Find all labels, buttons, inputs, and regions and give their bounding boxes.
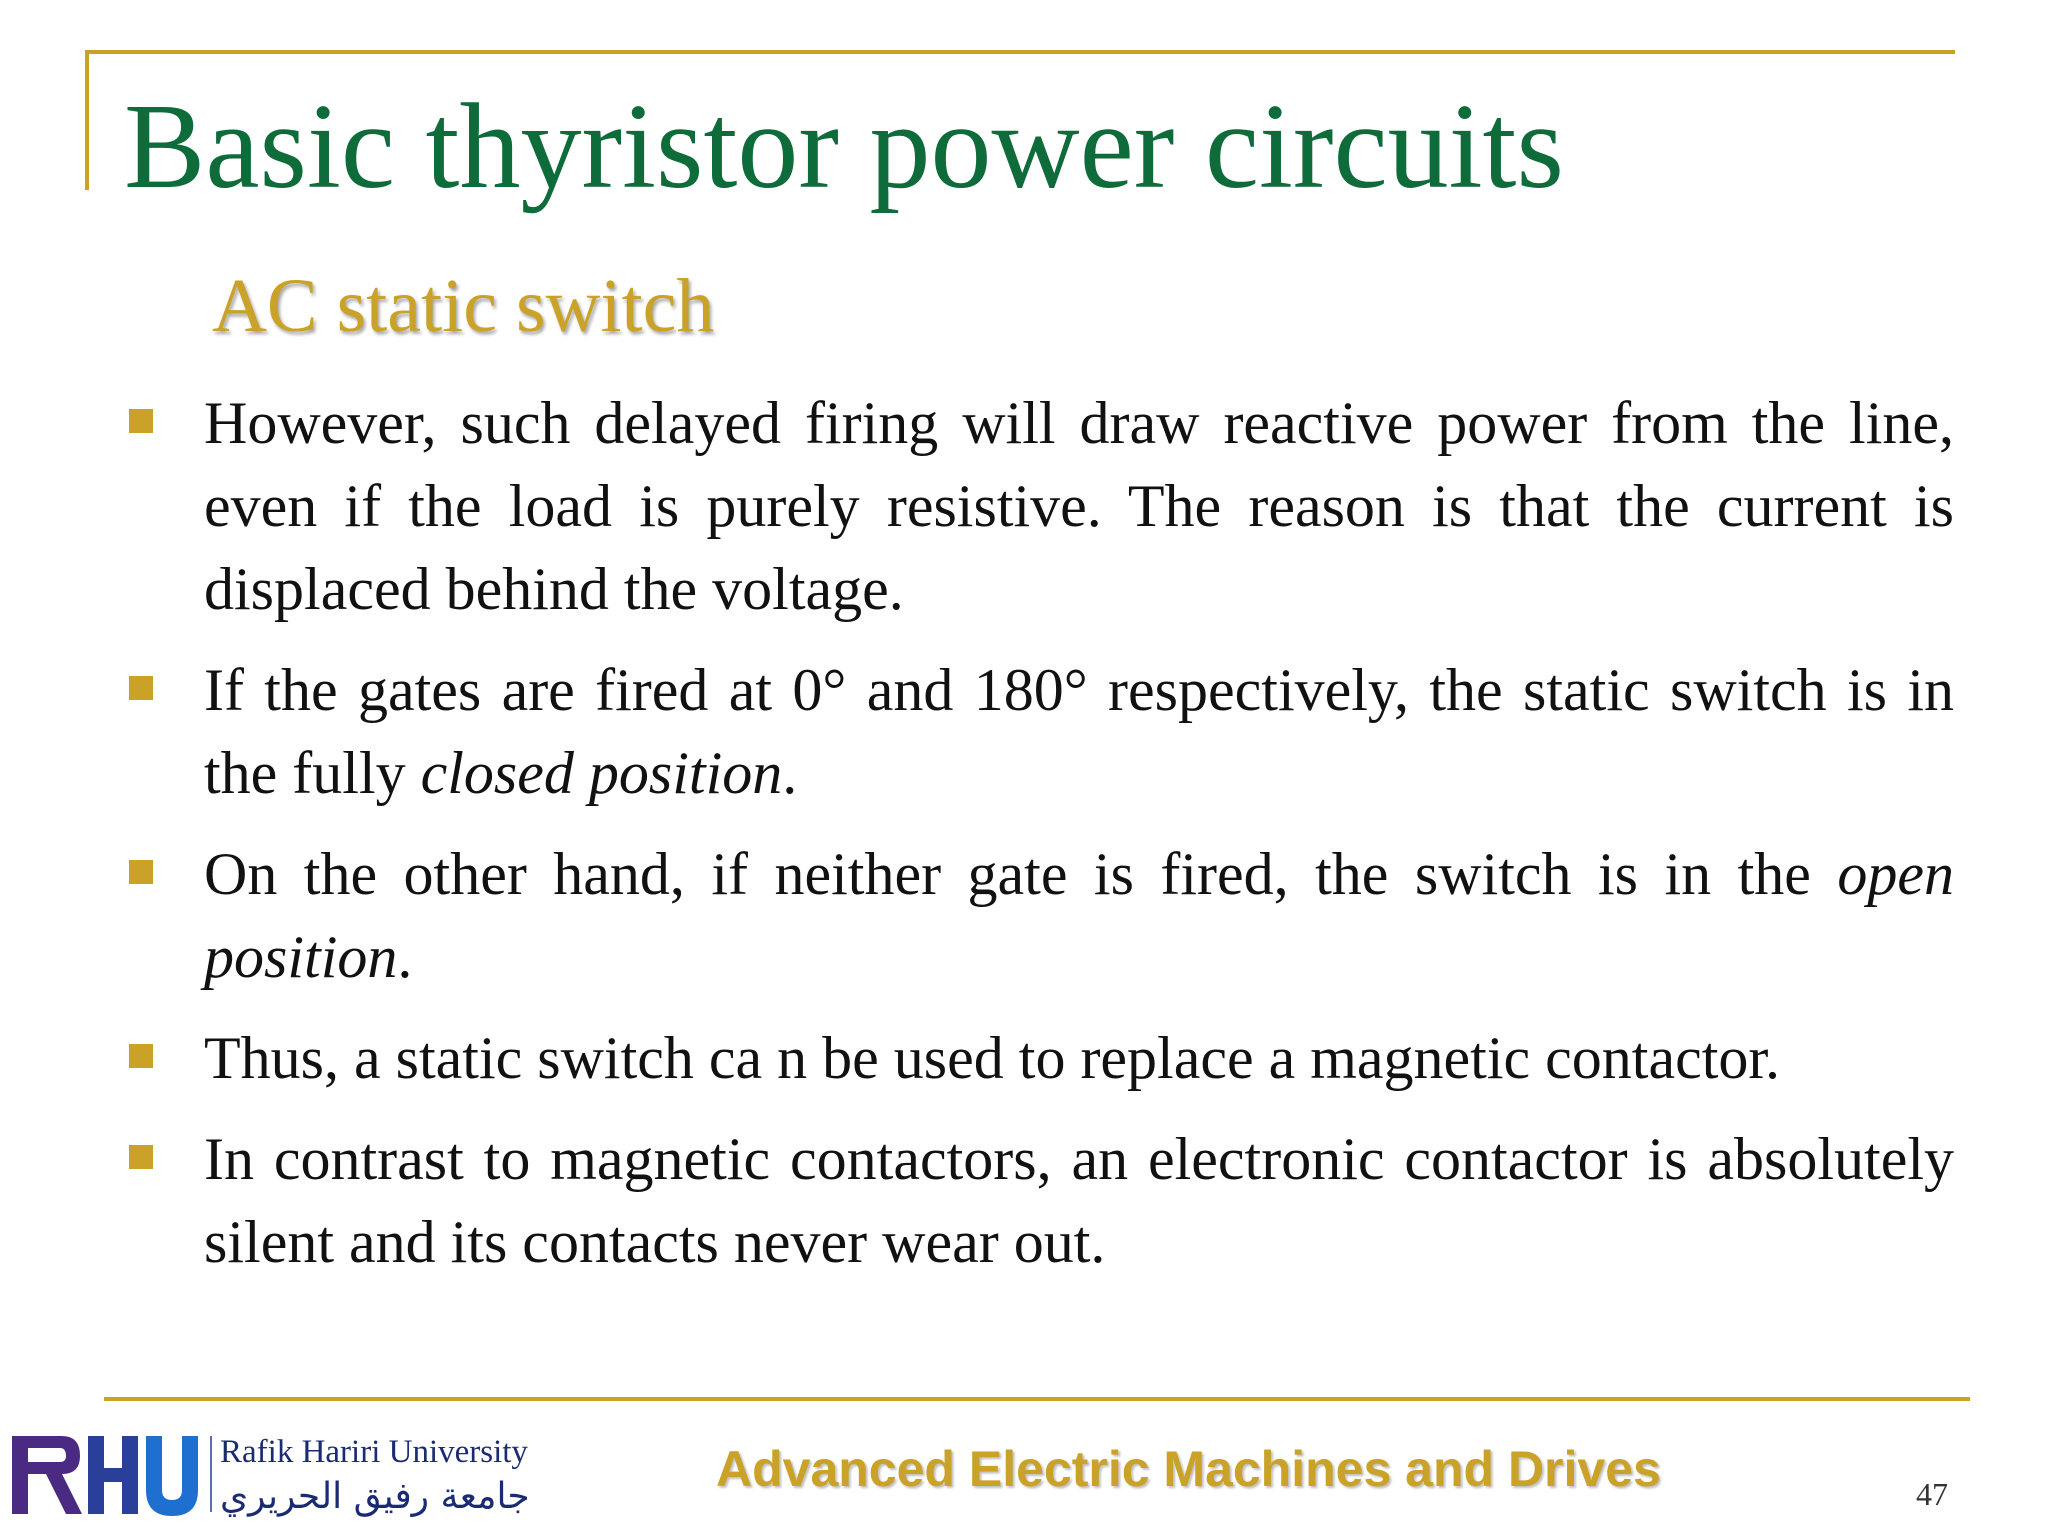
- bullet-text: In contrast to magnetic contactors, an electronic contactor is absolutely silent and its contacts never wear out.: [204, 1126, 1954, 1275]
- bullet-marker-icon: [129, 676, 153, 700]
- university-logo: [10, 1428, 580, 1520]
- bullet-item: [124, 382, 1954, 631]
- course-name: Advanced Electric Machines and Drives: [716, 1441, 1661, 1497]
- bullet-marker-icon: [129, 1044, 153, 1068]
- bullet-text: On the other hand, if neither gate is fired, the switch is in the: [204, 841, 1838, 907]
- bullet-text: .: [397, 924, 413, 990]
- bullet-text: If the gates are fired at 0° and 180° respectively, the static switch is in the fully: [204, 657, 1954, 806]
- bullet-list: [124, 382, 1954, 1302]
- slide-title: Basic thyristor power circuits: [124, 79, 1564, 214]
- bullet-item: [124, 649, 1954, 815]
- top-frame-rule: [85, 50, 1955, 54]
- slide-subtitle: AC static switch: [212, 264, 715, 348]
- bullet-item: [124, 833, 1954, 999]
- logo-divider: [210, 1436, 212, 1512]
- bullet-marker-icon: [129, 409, 153, 433]
- logo-text-english: Rafik Hariri University: [220, 1434, 528, 1470]
- bullet-text: However, such delayed firing will draw reactive power from the line, even if the load is purely resistive. The reason is that the current is displaced behind the voltage.: [204, 390, 1954, 622]
- logo-text-arabic: جامعة رفيق الحريري: [220, 1476, 530, 1517]
- bullet-item: [124, 1017, 1954, 1100]
- bullet-text-italic: closed position: [420, 740, 783, 806]
- footer-rule: [104, 1397, 1970, 1401]
- bullet-text: Thus, a static switch ca n be used to replace a magnetic contactor.: [204, 1025, 1781, 1091]
- bullet-item: [124, 1118, 1954, 1284]
- page-number: 47: [1916, 1476, 1948, 1512]
- bullet-text-italic: open position: [204, 841, 1954, 990]
- bullet-marker-icon: [129, 860, 153, 884]
- left-frame-rule: [85, 50, 89, 190]
- bullet-text: .: [782, 740, 798, 806]
- bullet-marker-icon: [129, 1145, 153, 1169]
- rhu-logo-mark: [10, 1428, 205, 1520]
